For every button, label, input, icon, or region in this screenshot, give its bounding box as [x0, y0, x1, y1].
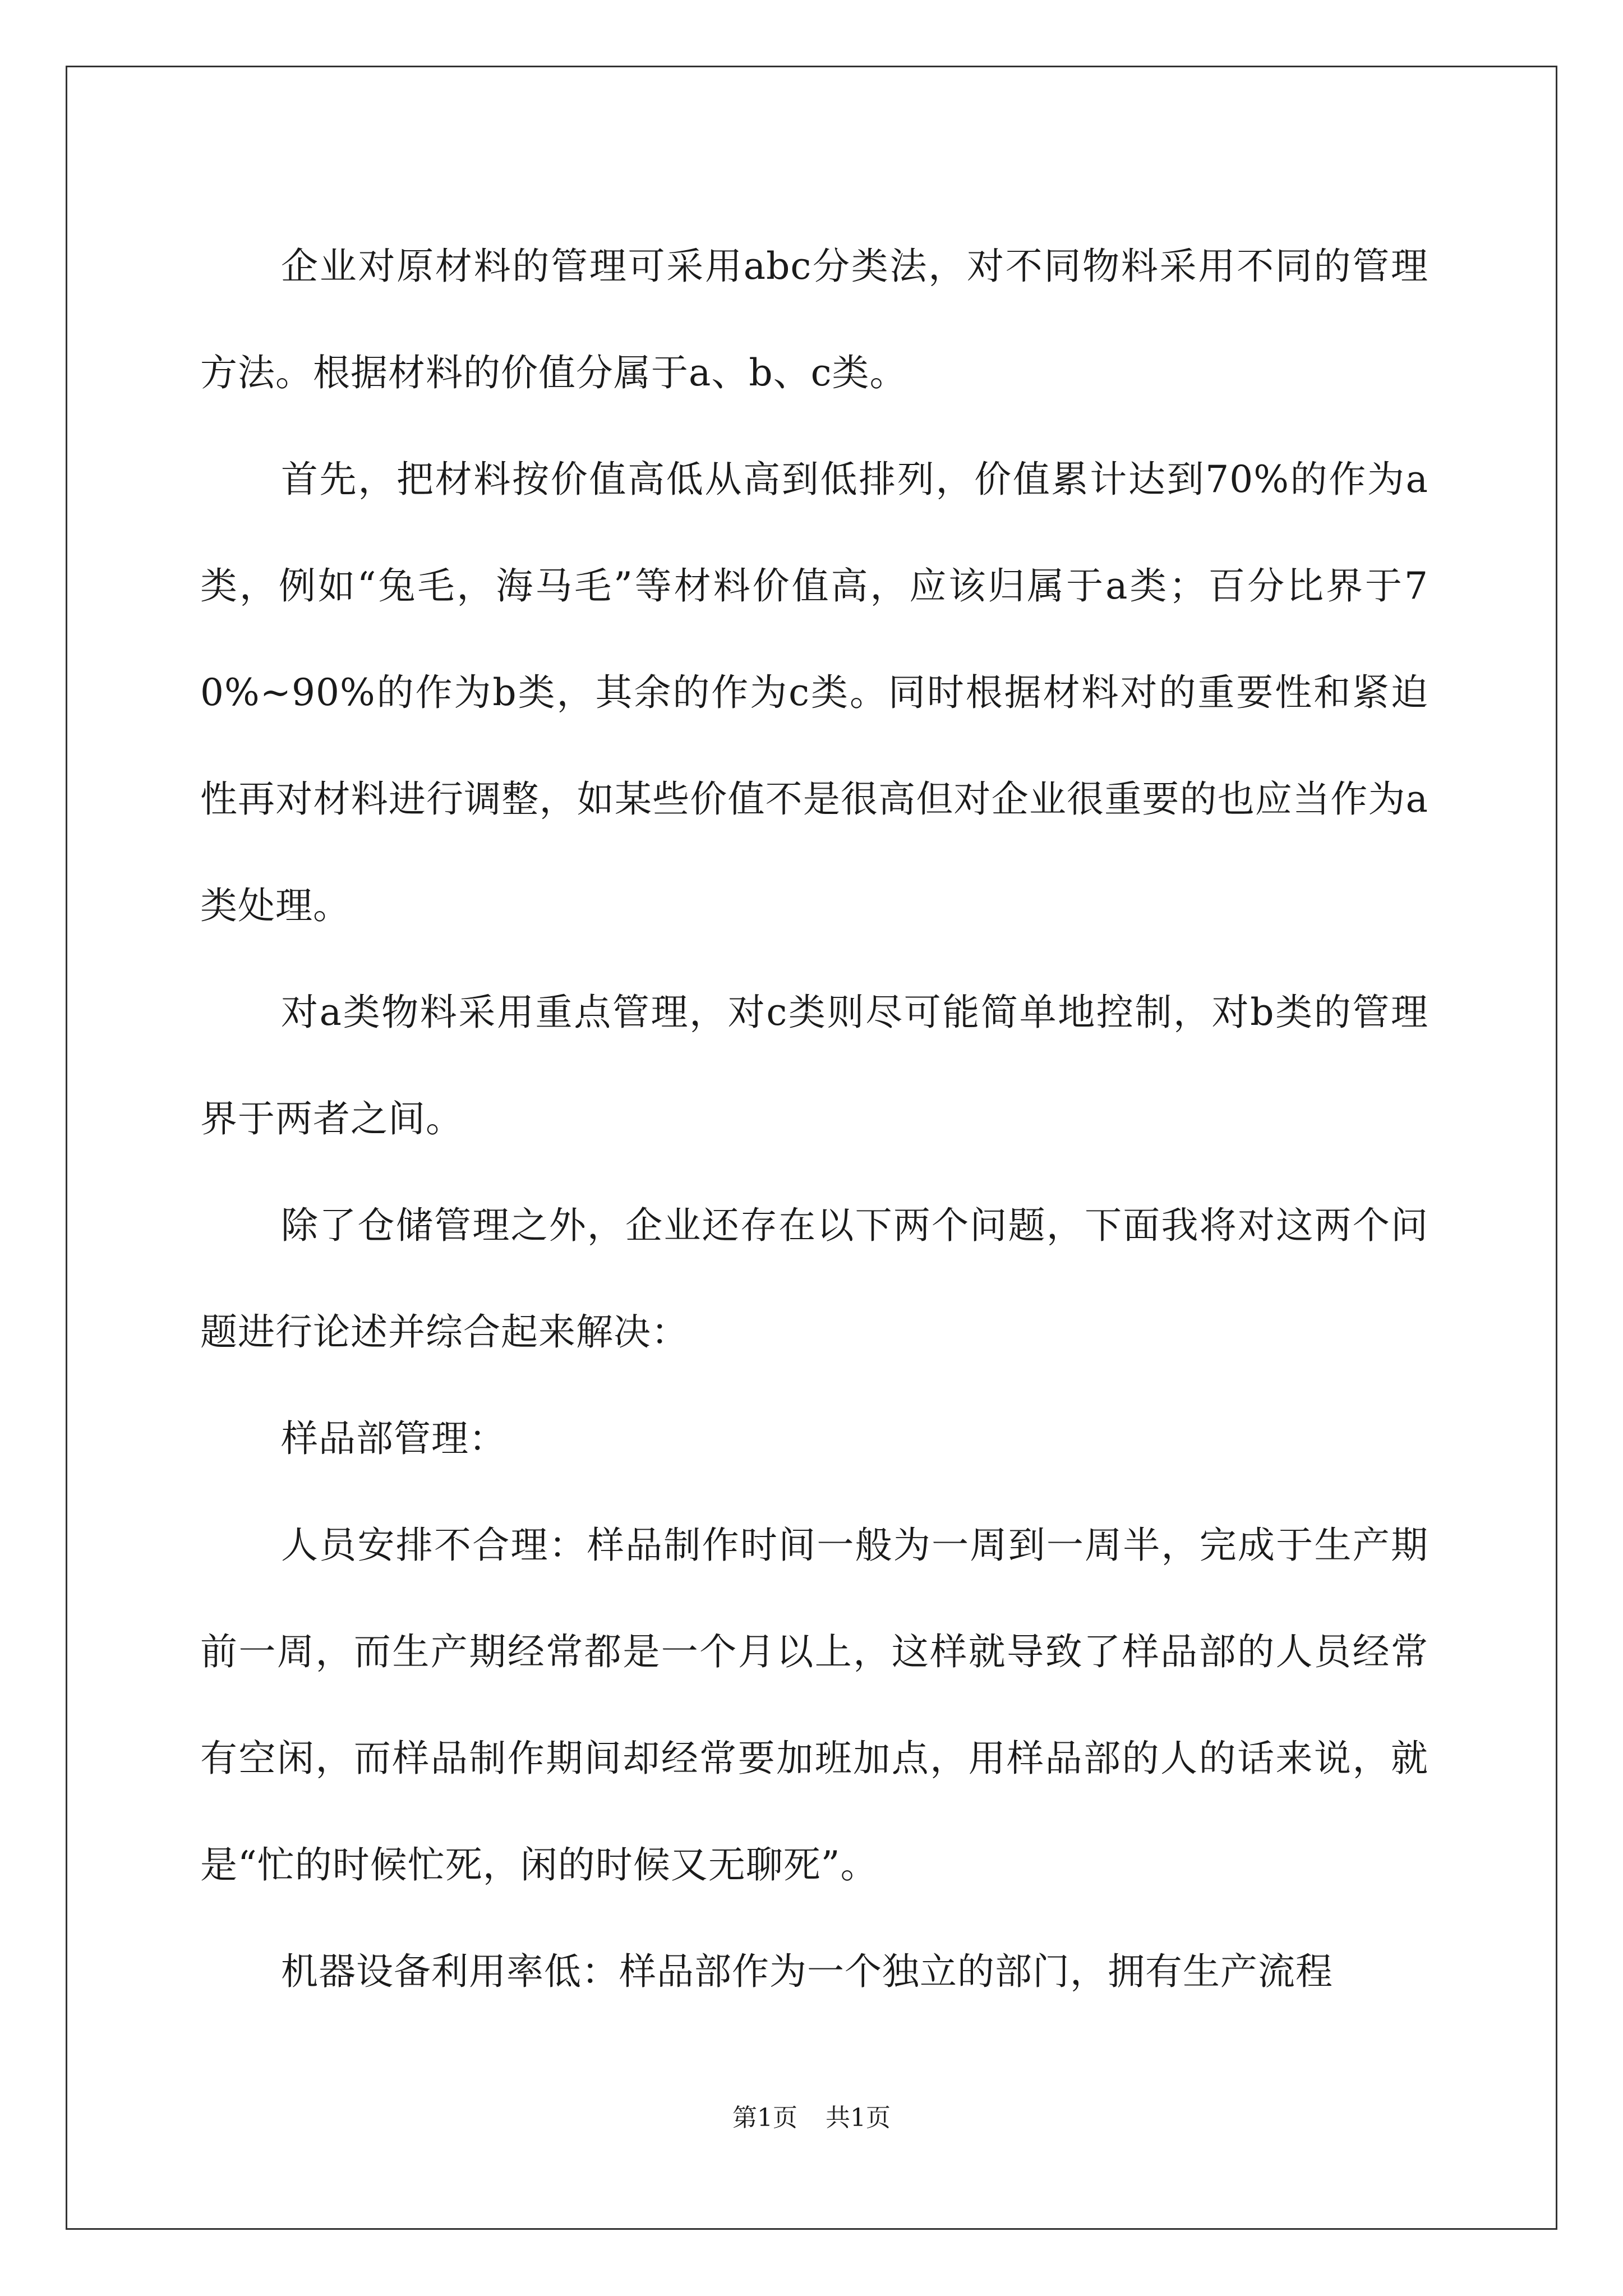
paragraph-abc-classification: 企业对原材料的管理可采用abc分类法，对不同物料采用不同的管理方法。根据材料的价值分属于a、b、c类。 [200, 245, 1428, 394]
paragraph-other-problems: 除了仓储管理之外，企业还存在以下两个问题，下面我将对这两个问题进行论述并综合起来解决： [200, 1204, 1428, 1354]
paragraph-sample-dept-heading: 样品部管理： [281, 1417, 506, 1460]
page-number-total: 共1页 [826, 2104, 891, 2132]
paragraph-management-focus: 对a类物料采用重点管理，对c类则尽可能简单地控制，对b类的管理界于两者之间。 [200, 991, 1428, 1140]
page-footer [0, 2101, 1623, 2135]
paragraph-equipment-utilization: 机器设备利用率低：样品部作为一个独立的部门，拥有生产流程 [281, 1950, 1333, 1993]
paragraph-staffing-issue: 人员安排不合理：样品制作时间一般为一周到一周半，完成于生产期前一周，而生产期经常都是一个月以上，这样就导致了样品部的人员经常有空闲，而样品制作期间却经常要加班加点，用样品部的人的话来说，就是“忙的时候忙死，闲的时候又无聊死”。 [200, 1524, 1428, 1887]
document-body [200, 213, 1428, 2025]
paragraph-value-ranking: 首先，把材料按价值高低从高到低排列，价值累计达到70%的作为a类，例如“兔毛，海马毛”等材料价值高，应该归属于a类；百分比界于70%~90%的作为b类，其余的作为c类。同时根据材料对的重要性和紧迫性再对材料进行调整，如某些价值不是很高但对企业很重要的也应当作为a类处理。 [200, 458, 1428, 927]
page-number-current: 第1页 [732, 2104, 797, 2132]
